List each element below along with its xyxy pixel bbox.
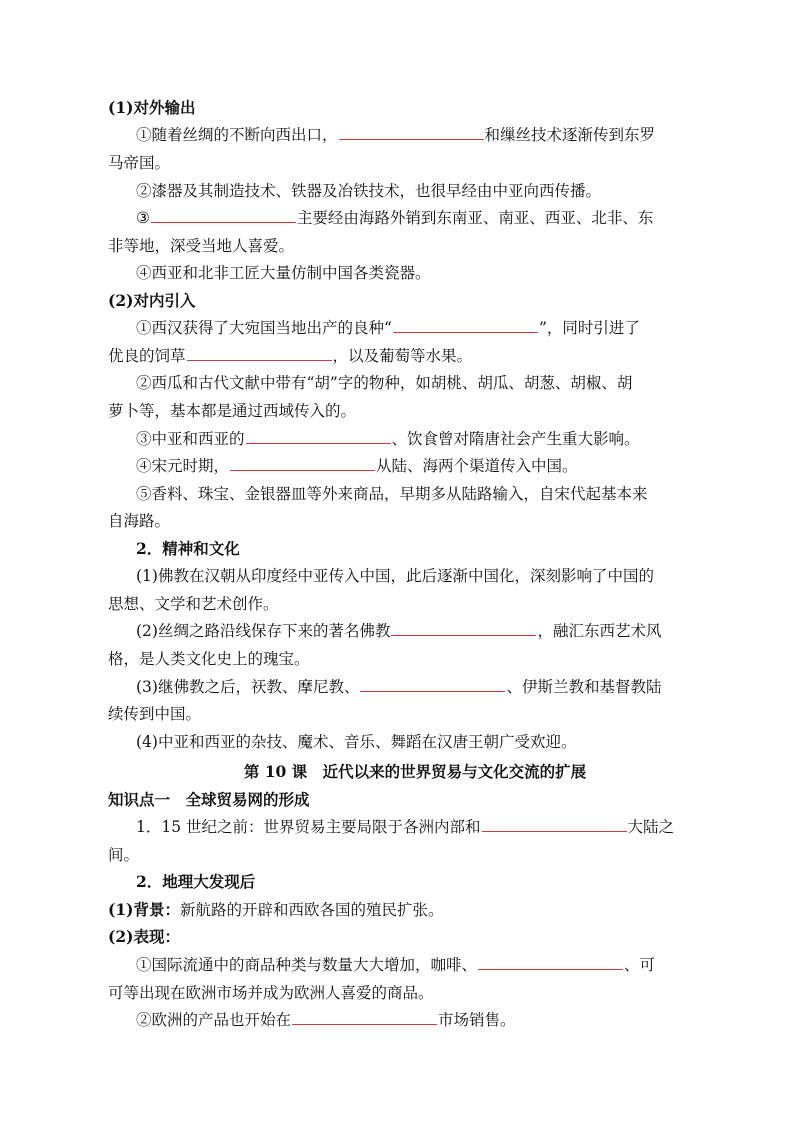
fill-blank[interactable] bbox=[478, 955, 623, 970]
paragraph: ②漆器及其制造技术、铁器及冶铁技术，也很早经由中亚向西传播。 bbox=[136, 182, 602, 200]
fill-blank[interactable] bbox=[482, 817, 627, 832]
paragraph: ②西瓜和古代文献中带有“胡”字的物种，如胡桃、胡瓜、胡葱、胡椒、胡 bbox=[136, 374, 633, 392]
paragraph: ④宋元时期， 从陆、海两个渠道传入中国。 bbox=[136, 457, 578, 475]
fill-blank[interactable] bbox=[360, 677, 505, 692]
paragraph: ①西汉获得了大宛国当地出产的良种“ ”，同时引进了 bbox=[136, 319, 640, 337]
knowledge-point-heading: 知识点一 全球贸易网的形成 bbox=[108, 790, 310, 809]
paragraph: ⑤香料、珠宝、金银器皿等外来商品，早期多从陆路输入，自宋代起基本来 bbox=[136, 485, 648, 503]
paragraph-cont: 萝卜等，基本都是通过西域传入的。 bbox=[108, 402, 357, 420]
fill-blank[interactable] bbox=[292, 1010, 437, 1025]
paragraph: (4)中亚和西亚的杂技、魔术、音乐、舞蹈在汉唐王朝广受欢迎。 bbox=[136, 733, 577, 751]
paragraph: 1．15 世纪之前：世界贸易主要局限于各洲内部和 大陆之 bbox=[136, 818, 675, 836]
paragraph: ③ 主要经由海路外销到东南亚、南亚、西亚、北非、东 bbox=[136, 209, 654, 227]
paragraph: (1)背景：新航路的开辟和西欧各国的殖民扩张。 bbox=[108, 900, 444, 919]
heading-import: (2)对内引入 bbox=[108, 291, 196, 310]
paragraph: ①随着丝绸的不断向西出口， 和缫丝技术逐渐传到东罗 bbox=[136, 126, 656, 144]
heading-performance: (2)表现： bbox=[108, 927, 180, 946]
heading-discovery: 2．地理大发现后 bbox=[136, 872, 256, 891]
paragraph-cont: 格，是人类文化史上的瑰宝。 bbox=[108, 650, 310, 668]
paragraph: ①国际流通中的商品种类与数量大大增加，咖啡、 、可 bbox=[136, 956, 656, 974]
paragraph: (1)佛教在汉朝从印度经中亚传入中国，此后逐渐中国化，深刻影响了中国的 bbox=[136, 567, 654, 585]
paragraph: (3)继佛教之后，祆教、摩尼教、 、伊斯兰教和基督教陆 bbox=[136, 678, 662, 696]
paragraph: (2)丝绸之路沿线保存下来的著名佛教 ，融汇东西艺术风 bbox=[136, 622, 662, 640]
paragraph-cont: 优良的饲草 ，以及葡萄等水果。 bbox=[108, 347, 473, 365]
fill-blank[interactable] bbox=[393, 318, 538, 333]
heading-export: (1)对外输出 bbox=[108, 98, 196, 117]
paragraph: ③中亚和西亚的 、饮食曾对隋唐社会产生重大影响。 bbox=[136, 430, 640, 448]
paragraph-cont: 可等出现在欧洲市场并成为欧洲人喜爱的商品。 bbox=[108, 984, 434, 1002]
paragraph-cont: 续传到中国。 bbox=[108, 705, 202, 723]
lesson-title: 第 10 课 近代以来的世界贸易与文化交流的扩展 bbox=[243, 762, 587, 781]
paragraph-cont: 自海路。 bbox=[108, 512, 171, 530]
fill-blank[interactable] bbox=[230, 456, 375, 471]
paragraph-cont: 间。 bbox=[108, 846, 140, 864]
fill-blank[interactable] bbox=[391, 621, 536, 636]
fill-blank[interactable] bbox=[151, 208, 296, 223]
fill-blank[interactable] bbox=[187, 346, 332, 361]
paragraph-cont: 思想、文学和艺术创作。 bbox=[108, 595, 279, 613]
paragraph-cont: 非等地，深受当地人喜爱。 bbox=[108, 237, 295, 255]
paragraph-cont: 马帝国。 bbox=[108, 154, 171, 172]
fill-blank[interactable] bbox=[246, 429, 391, 444]
paragraph: ④西亚和北非工匠大量仿制中国各类瓷器。 bbox=[136, 264, 431, 282]
heading-culture: 2．精神和文化 bbox=[136, 539, 240, 558]
fill-blank[interactable] bbox=[339, 125, 484, 140]
paragraph: ②欧洲的产品也开始在 市场销售。 bbox=[136, 1011, 516, 1029]
